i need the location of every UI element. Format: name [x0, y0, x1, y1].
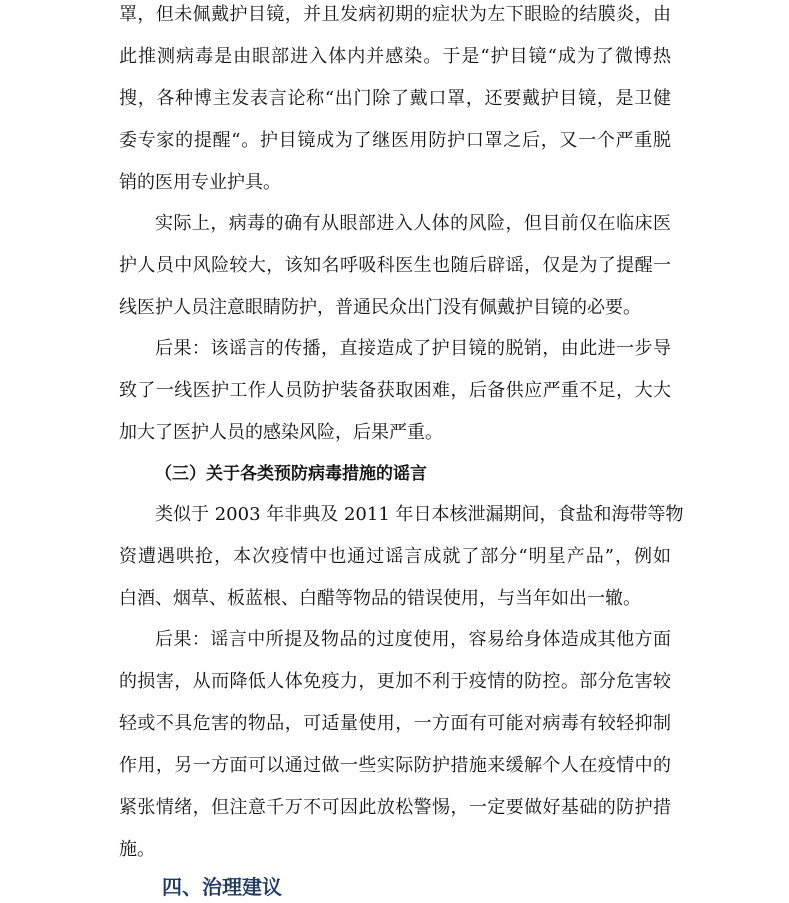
paragraph-line: 作用，另一方面可以通过做一些实际防护措施来缓解个人在疫情中的: [119, 755, 671, 776]
paragraph-line: 施。: [119, 839, 155, 860]
paragraph-line: 紧张情绪，但注意千万不可因此放松警惕，一定要做好基础的防护措: [119, 797, 671, 818]
paragraph-line: 后果：谣言中所提及物品的过度使用，容易给身体造成其他方面: [155, 629, 671, 650]
paragraph-line: 护人员中风险较大，该知名呼吸科医生也随后辟谣，仅是为了提醒一: [119, 255, 671, 276]
paragraph-line: 搜，各种博主发表言论称“出门除了戴口罩，还要戴护目镜，是卫健: [119, 88, 671, 109]
paragraph-line: 白酒、烟草、板蓝根、白醋等物品的错误使用，与当年如出一辙。: [119, 588, 641, 609]
paragraph-line: 类似于 2003 年非典及 2011 年日本核泄漏期间，食盐和海带等物: [155, 504, 684, 525]
paragraph-line: 实际上，病毒的确有从眼部进入人体的风险，但目前仅在临床医: [155, 213, 671, 234]
paragraph-line: 加大了医护人员的感染风险，后果严重。: [119, 422, 443, 443]
paragraph-line: 后果：该谣言的传播，直接造成了护目镜的脱销，由此进一步导: [155, 338, 671, 359]
paragraph-line: 线医护人员注意眼睛防护，普通民众出门没有佩戴护目镜的必要。: [119, 297, 641, 318]
paragraph-line: 销的医用专业护具。: [119, 172, 281, 193]
chapter-heading: 四、治理建议: [162, 875, 282, 899]
paragraph-line: 致了一线医护工作人员防护装备获取困难，后备供应严重不足，大大: [119, 380, 671, 401]
paragraph-line: 罩，但未佩戴护目镜，并且发病初期的症状为左下眼睑的结膜炎，由: [119, 4, 671, 25]
paragraph-line: 此推测病毒是由眼部进入体内并感染。于是“护目镜“成为了微博热: [119, 46, 671, 67]
paragraph-line: 的损害，从而降低人体免疫力，更加不利于疫情的防控。部分危害较: [119, 671, 671, 692]
paragraph-line: 轻或不具危害的物品，可适量使用，一方面有可能对病毒有较轻抑制: [119, 713, 671, 734]
paragraph-line: 资遭遇哄抢，本次疫情中也通过谣言成就了部分“明星产品”，例如: [119, 546, 671, 567]
paragraph-line: 委专家的提醒“。护目镜成为了继医用防护口罩之后，又一个严重脱: [119, 130, 671, 151]
section-heading: （三）关于各类预防病毒措施的谣言: [155, 464, 427, 484]
